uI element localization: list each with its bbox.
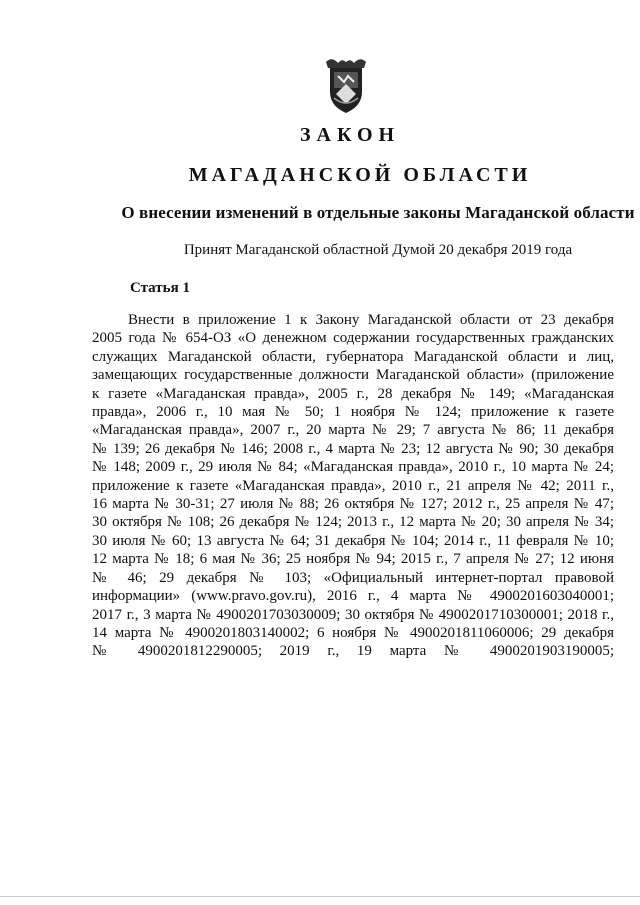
body-line: № 4900201812290005; 2019 г., 19 марта № 4900201903190005;	[92, 643, 614, 660]
body-line: «Магаданская правда», 2007 г., 20 марта № 29; 7 августа № 86; 11 декабря	[92, 422, 614, 439]
body-line: 2005 года № 654-ОЗ «О денежном содержании государственных гражданских	[92, 330, 614, 347]
law-subtitle: О внесении изменений в отдельные законы Магаданской области	[121, 203, 635, 222]
page-bottom-edge	[0, 896, 640, 897]
body-line: 30 июля № 60; 13 августа № 64; 31 декабря № 104; 2014 г., 11 февраля № 10;	[92, 532, 614, 549]
body-line: информации» (www.pravo.gov.ru), 2016 г., 4 марта № 4900201603040001;	[92, 588, 614, 605]
body-line: 30 октября № 108; 26 декабря № 124; 2013 г., 12 марта № 20; 30 апреля № 34;	[92, 514, 614, 531]
body-line: служащих Магаданской области, губернатора Магаданской области и лиц,	[92, 348, 614, 365]
region-title: МАГАДАНСКОЙ ОБЛАСТИ	[188, 164, 532, 186]
body-line: 12 марта № 18; 6 мая № 36; 25 ноября № 94; 2015 г., 7 апреля № 27; 12 июня	[92, 551, 614, 568]
body-line: к газете «Магаданская правда», 2005 г., 28 декабря № 149; «Магаданская	[92, 385, 614, 402]
body-line: 16 марта № 30-31; 27 июля № 88; 26 октября № 127; 2012 г., 25 апреля № 47;	[92, 496, 614, 513]
adoption-note: Принят Магаданской областной Думой 20 декабря 2019 года	[183, 242, 573, 258]
article-body	[92, 311, 614, 661]
body-line: приложение к газете «Магаданская правда», 2010 г., 21 апреля № 42; 2011 г.,	[92, 477, 614, 494]
article-heading: Статья 1	[130, 280, 190, 296]
body-line: № 46; 29 декабря № 103; «Официальный интернет-портал правовой	[92, 569, 614, 586]
coat-of-arms-emblem	[324, 58, 368, 116]
body-line: № 139; 26 декабря № 146; 2008 г., 4 марта № 23; 12 августа № 90; 30 декабря	[92, 440, 614, 457]
body-line: замещающих государственные должности Магаданской области» (приложение	[92, 367, 614, 384]
body-line: правда», 2006 г., 10 мая № 50; 1 ноября № 124; приложение к газете	[92, 404, 614, 421]
body-line: 2017 г., 3 марта № 4900201703030009; 30 октября № 4900201710300001; 2018 г.,	[92, 606, 614, 623]
law-title: ЗАКОН	[299, 124, 401, 146]
body-line: Внести в приложение 1 к Закону Магаданской области от 23 декабря	[128, 312, 614, 328]
body-line: № 148; 2009 г., 29 июля № 84; «Магаданская правда», 2010 г., 10 марта № 24;	[92, 459, 614, 476]
coat-of-arms-icon	[324, 58, 368, 116]
body-line: 14 марта № 4900201803140002; 6 ноября № 4900201811060006; 29 декабря	[92, 624, 614, 641]
